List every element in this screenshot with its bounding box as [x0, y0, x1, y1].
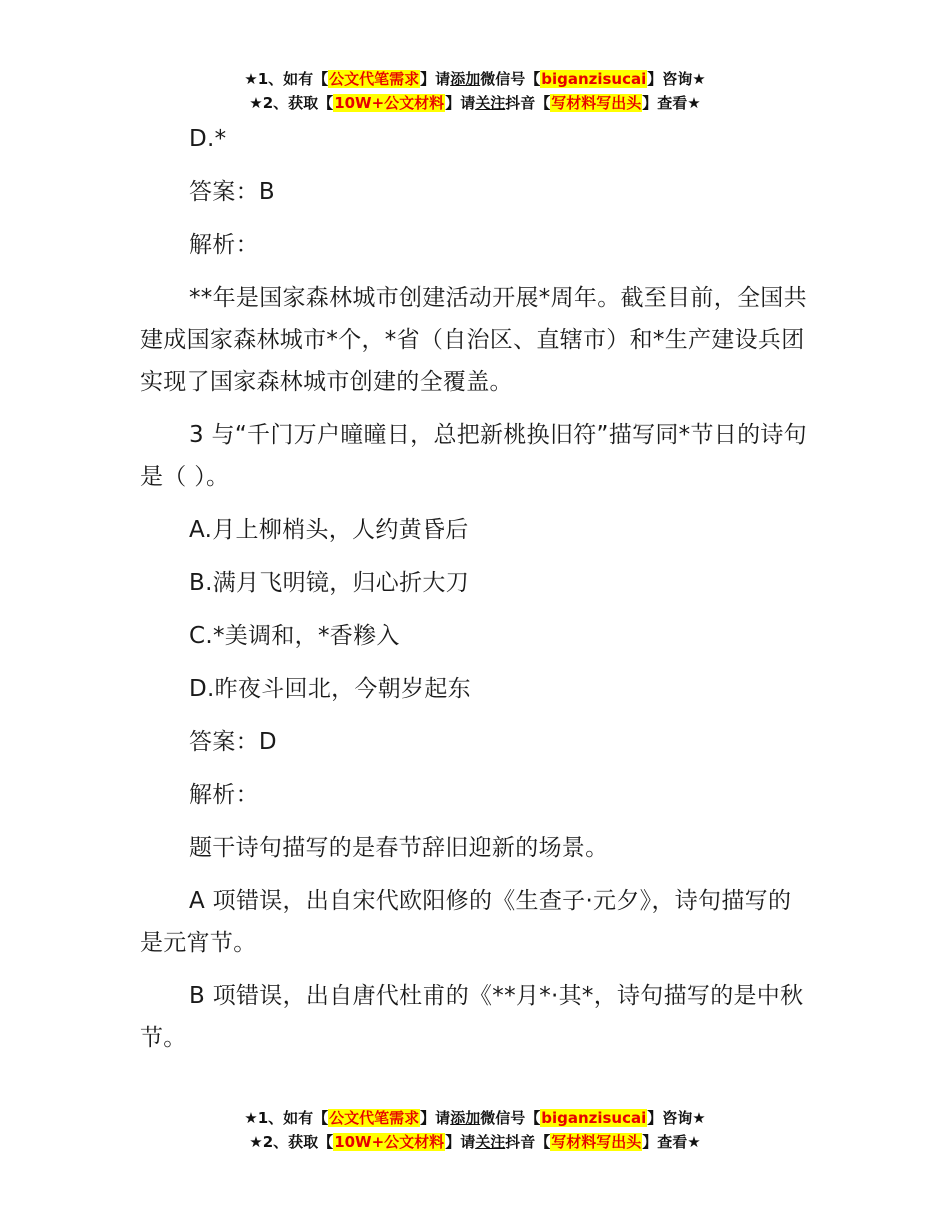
- banner-highlight: biganzisucai: [541, 1109, 647, 1127]
- paragraph: 解析：: [189, 782, 259, 808]
- footer-banner: [0, 1106, 950, 1154]
- paragraph: D.昨夜斗回北，今朝岁起东: [189, 676, 471, 702]
- banner-highlight: 公文代笔需求: [329, 70, 420, 88]
- paragraph: B 项错误，出自唐代杜甫的《**月*·其*，诗句描写的是中秋节。: [140, 983, 804, 1051]
- paragraph: D.*: [189, 126, 227, 152]
- paragraph: 3 与“千门万户曈曈日，总把新桃换旧符”描写同*节日的诗句是（ ）。: [140, 422, 807, 490]
- banner-line-2: ★2、获取【10W+公文材料】请关注抖音【写材料写出头】查看★: [249, 94, 701, 112]
- banner-highlight: 10W+公文材料: [334, 94, 445, 112]
- paragraph: 答案：D: [189, 729, 277, 755]
- banner-line-2: ★2、获取【10W+公文材料】请关注抖音【写材料写出头】查看★: [249, 1133, 701, 1151]
- paragraph: 解析：: [189, 232, 259, 258]
- banner-highlight: 写材料写出头: [551, 1133, 642, 1151]
- paragraph: B.满月飞明镜，归心折大刀: [189, 570, 469, 596]
- paragraph: 题干诗句描写的是春节辞旧迎新的场景。: [189, 835, 609, 861]
- banner-highlight: biganzisucai: [541, 70, 647, 88]
- paragraph: A.月上柳梢头，人约黄昏后: [189, 517, 469, 543]
- paragraph: C.*美调和，*香糁入: [189, 623, 400, 649]
- header-banner: [0, 67, 950, 115]
- banner-highlight: 10W+公文材料: [334, 1133, 445, 1151]
- paragraph: A 项错误，出自宋代欧阳修的《生查子·元夕》，诗句描写的是元宵节。: [140, 888, 792, 956]
- document-body: [140, 118, 812, 1070]
- banner-line-1: ★1、如有【公文代笔需求】请添加微信号【biganzisucai】咨询★: [244, 70, 706, 88]
- paragraph: **年是国家森林城市创建活动开展*周年。截至目前，全国共建成国家森林城市*个，*省（自治区、直辖市）和*生产建设兵团实现了国家森林城市创建的全覆盖。: [140, 285, 807, 395]
- paragraph: 答案：B: [189, 179, 275, 205]
- banner-line-1: ★1、如有【公文代笔需求】请添加微信号【biganzisucai】咨询★: [244, 1109, 706, 1127]
- banner-highlight: 写材料写出头: [551, 94, 642, 112]
- banner-highlight: 公文代笔需求: [329, 1109, 420, 1127]
